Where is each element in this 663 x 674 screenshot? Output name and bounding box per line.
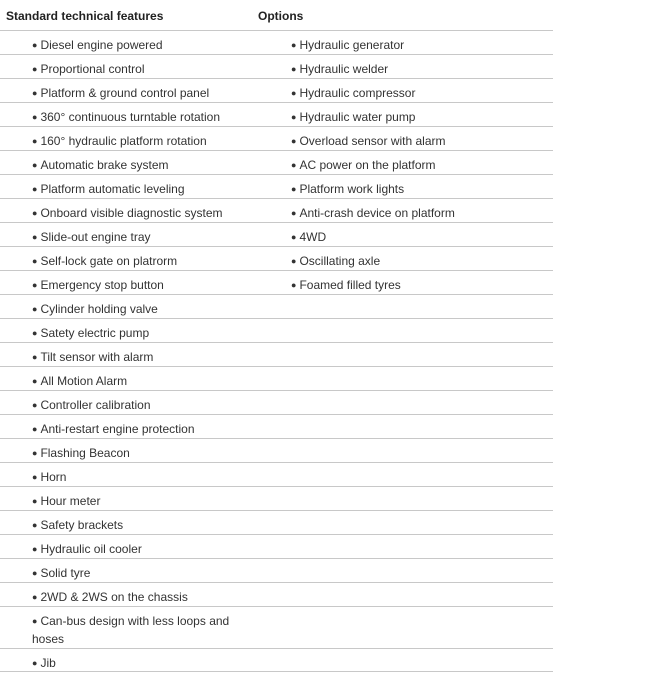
- table-row: [0, 342, 553, 366]
- table-row: [0, 486, 553, 510]
- bullet-icon: ●: [291, 208, 297, 218]
- bullet-icon: ●: [32, 184, 38, 194]
- bullet-icon: ●: [32, 88, 38, 98]
- option-label: Oscillating axle: [299, 254, 381, 268]
- option-item: [291, 108, 551, 126]
- standard-feature-label: Onboard visible diagnostic system: [40, 206, 223, 220]
- table-row: [0, 246, 553, 270]
- table-row: [0, 150, 553, 174]
- bullet-icon: ●: [32, 592, 38, 602]
- option-item: [291, 84, 551, 102]
- bullet-icon: ●: [32, 400, 38, 410]
- option-item: [291, 228, 551, 246]
- standard-feature-item: [32, 156, 242, 174]
- bullet-icon: ●: [32, 160, 38, 170]
- bullet-icon: ●: [291, 160, 297, 170]
- option-label: Hydraulic compressor: [299, 86, 416, 100]
- bullet-icon: ●: [291, 232, 297, 242]
- standard-feature-item: [32, 492, 242, 510]
- standard-feature-item: [32, 180, 242, 198]
- standard-feature-item: [32, 612, 242, 648]
- standard-feature-label: Safety brackets: [40, 518, 124, 532]
- table-row: [0, 78, 553, 102]
- standard-feature-item: [32, 540, 242, 558]
- bullet-icon: ●: [32, 520, 38, 530]
- option-label: Foamed filled tyres: [299, 278, 401, 292]
- standard-feature-label: Emergency stop button: [40, 278, 164, 292]
- table-row: [0, 294, 553, 318]
- bullet-icon: ●: [32, 544, 38, 554]
- standard-feature-item: [32, 372, 242, 390]
- bullet-icon: ●: [291, 40, 297, 50]
- option-label: Anti-crash device on platform: [299, 206, 455, 220]
- standard-feature-label: Platform & ground control panel: [40, 86, 210, 100]
- option-item: [291, 204, 551, 222]
- bullet-icon: ●: [291, 184, 297, 194]
- table-row: [0, 582, 553, 606]
- option-label: Hydraulic welder: [299, 62, 389, 76]
- standard-feature-item: [32, 36, 242, 54]
- table-row: [0, 30, 553, 54]
- standard-feature-label: Proportional control: [40, 62, 145, 76]
- bullet-icon: ●: [291, 256, 297, 266]
- bullet-icon: ●: [32, 472, 38, 482]
- standard-feature-item: [32, 276, 242, 294]
- standard-feature-label: Platform automatic leveling: [40, 182, 185, 196]
- table-row: [0, 222, 553, 246]
- standard-feature-item: [32, 564, 242, 582]
- standard-feature-label: Satety electric pump: [40, 326, 150, 340]
- option-item: [291, 180, 551, 198]
- bullet-icon: ●: [32, 424, 38, 434]
- option-item: [291, 252, 551, 270]
- standard-feature-item: [32, 108, 242, 126]
- table-row: [0, 198, 553, 222]
- standard-feature-label: Hydraulic oil cooler: [40, 542, 142, 556]
- bullet-icon: ●: [32, 658, 38, 668]
- option-item: [291, 156, 551, 174]
- option-label: AC power on the platform: [299, 158, 436, 172]
- bullet-icon: ●: [32, 280, 38, 290]
- bullet-icon: ●: [32, 448, 38, 458]
- standard-feature-item: [32, 444, 242, 462]
- bullet-icon: ●: [32, 64, 38, 74]
- bullet-icon: ●: [32, 616, 38, 626]
- standard-feature-label: Horn: [40, 470, 67, 484]
- table-row: [0, 414, 553, 438]
- bullet-icon: ●: [32, 568, 38, 578]
- standard-feature-item: [32, 420, 242, 438]
- bullet-icon: ●: [32, 40, 38, 50]
- bullet-icon: ●: [291, 112, 297, 122]
- option-label: Platform work lights: [299, 182, 405, 196]
- table-row: [0, 54, 553, 78]
- standard-feature-label: Controller calibration: [40, 398, 151, 412]
- option-label: Hydraulic water pump: [299, 110, 416, 124]
- standard-feature-item: [32, 324, 242, 342]
- standard-feature-label: Cylinder holding valve: [40, 302, 158, 316]
- bullet-icon: ●: [32, 328, 38, 338]
- standard-feature-label: Flashing Beacon: [40, 446, 130, 460]
- table-row: [0, 438, 553, 462]
- standard-feature-label: Jib: [40, 656, 56, 670]
- table-row: [0, 102, 553, 126]
- table-row: [0, 270, 553, 294]
- standard-feature-label: 360° continuous turntable rotation: [40, 110, 221, 124]
- option-item: [291, 36, 551, 54]
- standard-feature-item: [32, 252, 242, 270]
- bullet-icon: ●: [32, 352, 38, 362]
- standard-feature-item: [32, 588, 242, 606]
- standard-feature-item: [32, 654, 242, 672]
- option-label: 4WD: [299, 230, 327, 244]
- table-row: [0, 174, 553, 198]
- table-row: [0, 126, 553, 150]
- standard-feature-label: Solid tyre: [40, 566, 91, 580]
- standard-feature-label: Diesel engine powered: [40, 38, 163, 52]
- option-item: [291, 276, 551, 294]
- bullet-icon: ●: [291, 136, 297, 146]
- bullet-icon: ●: [32, 376, 38, 386]
- standard-feature-label: Hour meter: [40, 494, 101, 508]
- bullet-icon: ●: [291, 64, 297, 74]
- standard-feature-item: [32, 204, 242, 222]
- standard-feature-label: Can-bus design with less loops and hoses: [32, 614, 230, 646]
- standard-features-header: Standard technical features: [6, 9, 164, 23]
- bullet-icon: ●: [32, 208, 38, 218]
- bullet-icon: ●: [32, 136, 38, 146]
- option-item: [291, 60, 551, 78]
- table-row: [0, 510, 553, 534]
- standard-feature-item: [32, 60, 242, 78]
- table-row: [0, 366, 553, 390]
- standard-feature-label: Slide-out engine tray: [40, 230, 151, 244]
- options-header: Options: [258, 9, 304, 23]
- standard-feature-label: All Motion Alarm: [40, 374, 128, 388]
- standard-feature-label: 2WD & 2WS on the chassis: [40, 590, 188, 604]
- option-item: [291, 132, 551, 150]
- table-row: [0, 534, 553, 558]
- option-label: Hydraulic generator: [299, 38, 405, 52]
- standard-feature-label: Tilt sensor with alarm: [40, 350, 154, 364]
- standard-feature-item: [32, 300, 242, 318]
- standard-feature-item: [32, 84, 242, 102]
- table-row: [0, 606, 553, 648]
- standard-feature-item: [32, 228, 242, 246]
- bullet-icon: ●: [291, 280, 297, 290]
- bullet-icon: ●: [291, 88, 297, 98]
- table-row: [0, 648, 553, 672]
- table-header-row: [0, 0, 553, 30]
- standard-feature-item: [32, 132, 242, 150]
- standard-feature-item: [32, 468, 242, 486]
- bullet-icon: ●: [32, 232, 38, 242]
- table-body: [0, 30, 553, 672]
- standard-feature-item: [32, 348, 242, 366]
- standard-feature-label: Automatic brake system: [40, 158, 169, 172]
- bullet-icon: ●: [32, 496, 38, 506]
- table-row: [0, 462, 553, 486]
- standard-feature-label: 160° hydraulic platform rotation: [40, 134, 207, 148]
- option-label: Overload sensor with alarm: [299, 134, 446, 148]
- standard-feature-label: Anti-restart engine protection: [40, 422, 195, 436]
- standard-feature-item: [32, 516, 242, 534]
- bullet-icon: ●: [32, 112, 38, 122]
- bullet-icon: ●: [32, 304, 38, 314]
- standard-feature-label: Self-lock gate on platrorm: [40, 254, 178, 268]
- table-row: [0, 318, 553, 342]
- bullet-icon: ●: [32, 256, 38, 266]
- standard-feature-item: [32, 396, 242, 414]
- table-row: [0, 390, 553, 414]
- table-row: [0, 558, 553, 582]
